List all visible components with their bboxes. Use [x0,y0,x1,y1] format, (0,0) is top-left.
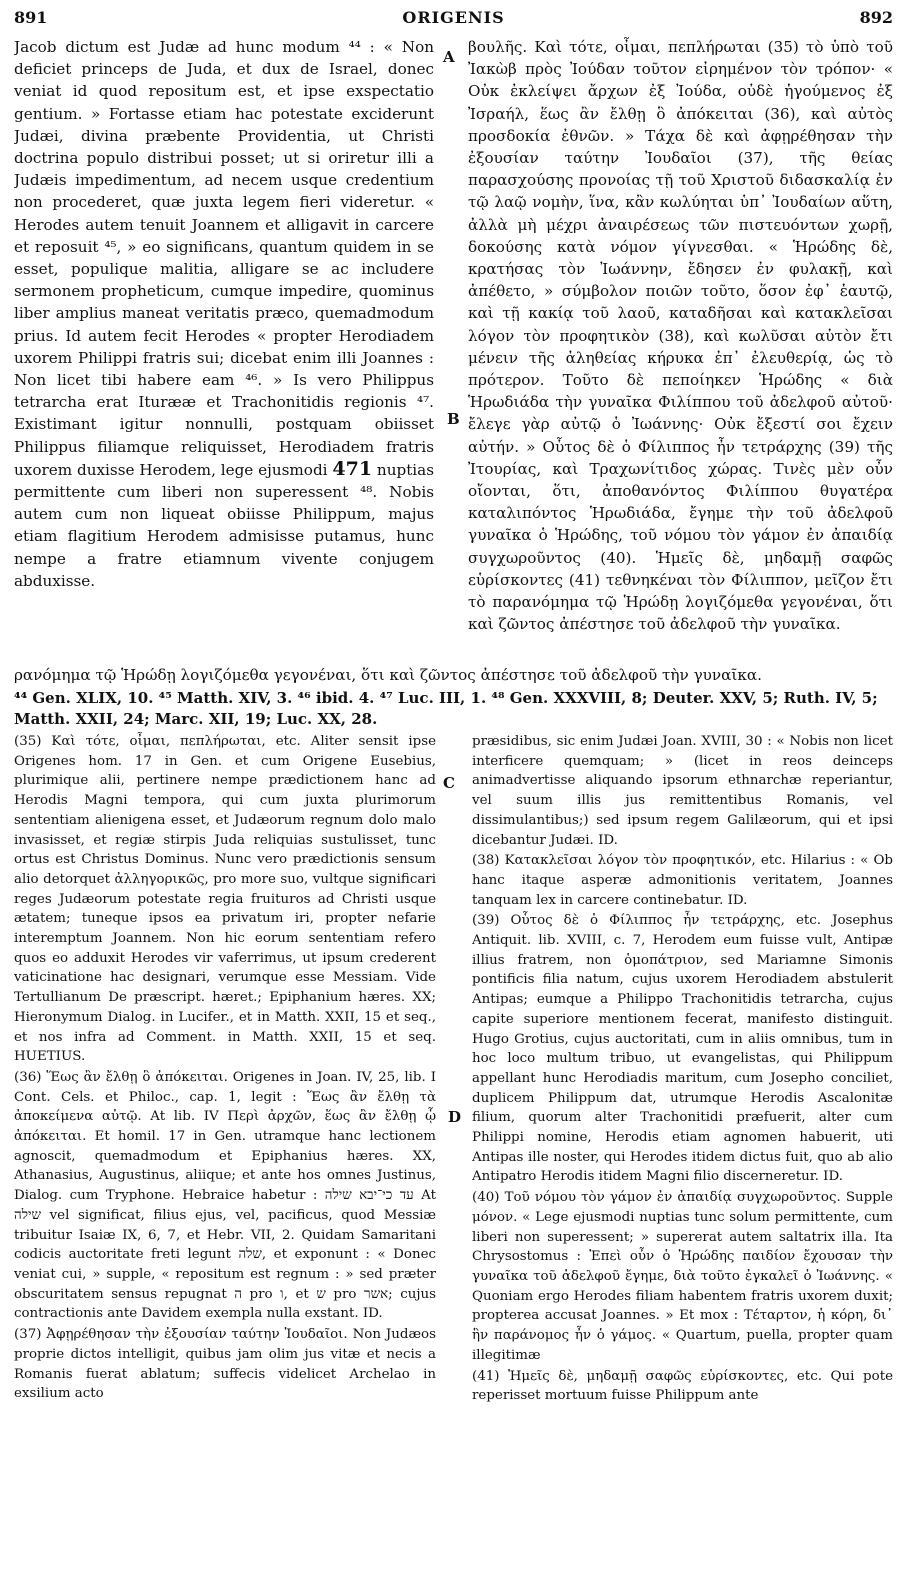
column-number: 471 [332,457,373,480]
latin-text-column [14,36,434,666]
notes-right-column [472,732,893,1567]
greek-text: βουλῆς. Καὶ τότε, οἶμαι, πεπλήρωται (35) τὸ ὑπὸ τοῦ Ἰακὼβ πρὸς Ἰούδαν τοῦτον εἰρημένον τὸν τρόπον· « Οὐκ ἐκλείψει ἄρχων ἐξ Ἰούδα, οὐδὲ ἡγούμενος ἐξ Ἰσραήλ, ἕως ἂν ἔλθῃ ὃ ἀπόκειται (36), καὶ αὐτὸς προσδοκία ἐθνῶν. » Τάχα δὲ καὶ ἀφῃρέθησαν τὴν ἐξουσίαν ταύτην Ἰουδαῖοι (37), τῆς θείας παρασχούσης προνοίας τῇ τοῦ Χριστοῦ διδασκαλίᾳ ἐν τῷ λαῷ νομὴν, ἵνα, κἂν κωλύηται ὑπ᾽ Ἰουδαίων αὕτη, ἀλλὰ μὴ μέχρι ἀναιρέσεως τῶν πιστευόντων χωρῇ, δοκούσης κατὰ νόμον γίγνεσθαι. « Ἡρώδης δὲ, κρατήσας τὸν Ἰωάννην, ἔδησεν ἐν φυλακῇ, καὶ ἀπέθετο, » σύμβολον ποιῶν τοῦτο, ὅσον ἐφ᾽ ἑαυτῷ, καὶ τῇ κακίᾳ τοῦ λαοῦ, καταδῆσαι καὶ κατακλεῖσαι λόγον τὸν προφητικὸν (38), καὶ κωλῦσαι αὐτὸν ἔτι μένειν τῆς ἀληθείας κήρυκα ἐπ᾽ ἐλευθερίᾳ, ὡς τὸ πρότερον. Τοῦτο δὲ πεποίηκεν Ἡρώδης « διὰ Ἡρωδιάδα τὴν γυναῖκα Φιλίππου τοῦ ἀδελφοῦ αὐτοῦ· ἔλεγε γὰρ αὐτῷ ὁ Ἰωάννης· Οὐκ ἔξεστί σοι ἔχειν αὐτήν. » Οὗτος δὲ ὁ Φίλιππος ἦν τετράρχης (39) τῆς Ἰτουρίας, καὶ Τραχωνίτιδος χώρας. Τινὲς μὲν οὖν οἴονται, ὅτι, ἀποθανόντος Φιλίππου θυγατέρα καταλιπόντος Ἡρωδιάδα, ἔγημε τὴν τοῦ ἀδελφοῦ γυναῖκα ὁ Ἡρώδης, τοῦ νόμου τὸν γάμον ἐν ἀπαιδίᾳ συγχωροῦντος (40). Ἡμεῖς δὲ, μηδαμῇ σαφῶς εὑρίσκοντες (41) τεθνηκέναι τὸν Φίλιππον, μεῖζον ἔτι τὸ παρανόμημα τῷ Ἡρώδῃ λογιζόμεθα γεγονέναι, ὅτι καὶ ζῶντος ἀπέστησε τοῦ ἀδελφοῦ τὴν γυναῖκα. [468,38,893,634]
margin-letter-d: D [448,1108,462,1126]
margin-letter-b: B [447,410,460,428]
note-37: (37) Ἀφῃρέθησαν τὴν ἐξουσίαν ταύτην Ἰουδαῖοι. Non Judæos proprie dictos intelligit, quibus jam olim jus vitæ et necis a Romanis fuerat ablatum; suffecis videlicet Archelao in exsilium acto [14,1327,436,1402]
note-37-continued: præsidibus, sic enim Judæi Joan. XVIII, 30 : « Nobis non licet interficere quemquam; » (licet in reos deinceps animadvertisse aliquando ipsorum ethnarchæ reperiantur, vel suum illis jus remittentibus Romanis, vel dissimulantibus;) sed ipsum regem Galilæorum, qui et ipsi dicebantur Judæi. ID. [472,734,893,848]
note-39: (39) Οὗτος δὲ ὁ Φίλιππος ἦν τετράρχης, etc. Josephus Antiquit. lib. XVIII, c. 7, Herodem eum fuisse vult, Antipæ illius fratrem, non ὁμοπάτριον, sed Mariamne Simonis pontificis filia natum, cujus uxorem Herodiadem abstulerit Antipas; eumque a Philippo Trachonitidis tetrarcha, cujus capite superiore mentionem fecerat, manifesto distinguit. Hugo Grotius, cujus auctoritati, cum in aliis omnibus, tum in hoc loco multum tribuo, ut evangelistas, qui Philippum appellant hunc Herodiadis maritum, cum Josepho conciliet, duplicem Philippum dat, utrumque Herodis Ascalonitæ filium, quorum alter Trachonitidi præfuerit, alter cum Philippi nomine, Herodis etiam agnomen habuerit, uti Antipas ille noster, qui Herodes itidem dictus fuit, quo ab alio Antipatro Herodis itidem Magni filio discerneretur. ID. [472,913,893,1185]
greek-text-column [468,36,893,666]
latin-text-end: nuptias permittente cum liberi non superessent ⁴⁸. Nobis autem cum non liqueat obiisse Philippum, majus etiam flagitium Herodem admisisse putamus, hunc nempe a fratre etiamnum vivente conjugem abduxisse. [14,460,434,590]
scripture-references: ⁴⁴ Gen. XLIX, 10. ⁴⁵ Matth. XIV, 3. ⁴⁶ ibid. 4. ⁴⁷ Luc. III, 1. ⁴⁸ Gen. XXXVIII, 8; Deuter. XXV, 5; Ruth. IV, 5; Matth. XXII, 24; Marc. XII, 19; Luc. XX, 28. [14,689,878,728]
note-41: (41) Ἡμεῖς δὲ, μηδαμῇ σαφῶς εὑρίσκοντες, etc. Qui pote reperisset mortuum fuisse Philippum ante [472,1368,893,1404]
page-header [14,8,893,32]
page-number-right: 892 [859,8,893,27]
margin-letter-a: A [443,48,455,66]
running-title: ORIGENIS [402,8,505,27]
greek-tail-line: ρανόμημα τῷ Ἡρώδῃ λογιζόμεθα γεγονέναι, ὅτι καὶ ζῶντος ἀπέστησε τοῦ ἀδελφοῦ τὴν γυναῖκα. [14,666,762,684]
note-40: (40) Τοῦ νόμου τὸν γάμον ἐν ἀπαιδίᾳ συγχωροῦντος. Supple μόνον. « Lege ejusmodi nuptias tunc solum permittente, cum liberi non superessent; » supererat autem saltatrix illa. Ita Chrysostomus : Ἐπεὶ οὖν ὁ Ἡρώδης παιδίον ἔχουσαν τὴν γυναῖκα τοῦ ἀδελφοῦ ἔγημε, διὰ τοῦτο ἐγκαλεῖ ὁ Ἰωάννης. « Quoniam ergo Herodes filiam habentem fratris uxorem duxit; propterea accusat Joannes. » Et mox : Τέταρτον, ἡ κόρη, δι᾽ ἣν παράνομος ἦν ὁ γάμος. « Quartum, puella, propter quam illegitimæ [472,1190,893,1363]
note-38: (38) Κατακλεῖσαι λόγον τὸν προφητικόν, etc. Hilarius : « Ob hanc itaque asperæ admonitionis veritatem, Joannes tanquam lex in carcere continebatur. ID. [472,853,893,908]
note-35: (35) Καὶ τότε, οἶμαι, πεπλήρωται, etc. Aliter sensit ipse Origenes hom. 17 in Gen. et cum Origene Eusebius, plurimique alii, pertinere nempe prædictionem hanc ad Herodis Magni tempora, qui cum juxta plurimorum sententiam alienigena esset, et Judæorum regnum dolo malo invasisset, et regiæ stirpis Juda reliquias sustulisset, tunc ortus est Christus Dominus. Nunc vero prædictionis sensum alio detorquet ἀλληγορικῶς, pro more suo, vultque significari reges Judæorum potestate regia fruituros ad Christi usque ætatem; tuneque ipsos ea privatum iri, propter nefarie interemptum Joannem. Non hic eorum sententiam refero quos eo adduxit Herodes vir vaferrimus, ut ipsum crederent vaticinatione hac designari, verumque esse Messiam. Vide Tertullianum De præscript. hæret.; Epiphanium hæres. XX; Hieronymum Dialog. in Lucifer., et in Matth. XXII, 15 et seq., et nos infra ad Comment. in Matth. XXII, 15 et seq. HUETIUS. [14,734,436,1065]
notes-left-column [14,732,436,1567]
latin-text: Jacob dictum est Judæ ad hunc modum ⁴⁴ : « Non deficiet princeps de Juda, et dux de Israel, donec veniat id quod repositum est, et ipse exspectatio gentium. » Fortasse etiam hac potestate exciderunt Judæi, divina præbente Providentia, ut Christi doctrina populo distribui posset; ut si oriretur illi a Judæis impedimentum, ad necem usque credentium non procederet, quæ juxta legem fieri videretur. « Herodes autem tenuit Joannem et alligavit in carcere et reposuit ⁴⁵, » eo significans, quantum quidem in se esset, populique malitia, alligare se ac includere sermonem propheticum, cumque impedire, quominus liber amplius maneat veritatis præco, quemadmodum prius. Id autem fecit Herodes « propter Herodiadem uxorem Philippi fratris sui; dicebat enim illi Joannes : Non licet tibi habere eam ⁴⁶. » Is vero Philippus tetrarcha erat Iturææ et Trachonitidis regionis ⁴⁷. Existimant igitur nonnulli, postquam obiisset Philippus filiamque reliquisset, Herodiadem fratris uxorem duxisse Herodem, lege ejusmodi [14,38,434,479]
page-number-left: 891 [14,8,48,27]
margin-letter-c: C [443,774,455,792]
note-36: (36) Ἕως ἂν ἔλθῃ ὃ ἀπόκειται. Origenes in Joan. IV, 25, lib. I Cont. Cels. et Philoc., cap. 1, legit : Ἕως ἂν ἔλθῃ τὰ ἀποκείμενα αὐτῷ. At lib. IV Περὶ ἀρχῶν, ἕως ἂν ἔλθῃ ᾧ ἀπόκειται. Et homil. 17 in Gen. utramque hanc lectionem agnoscit, quemadmodum et Epiphanius hæres. XX, Athanasius, Augustinus, aliique; et ante hos omnes Justinus, Dialog. cum Tryphone. Hebraice habetur : עד כי־יבא שילה At שילה vel significat, filius ejus, vel, pacificus, quod Messiæ tribuitur Isaiæ IX, 6, 7, et Hebr. VII, 2. Quidam Samaritani codicis auctoritate freti legunt שלה, et exponunt : « Donec veniat cui, » supple, « repositum est regnum : » sed præter obscuritatem sensus repugnat ה pro ו, et ש pro אשר; cujus contractionis ante Davidem exempla nulla exstant. ID. [14,1069,436,1322]
